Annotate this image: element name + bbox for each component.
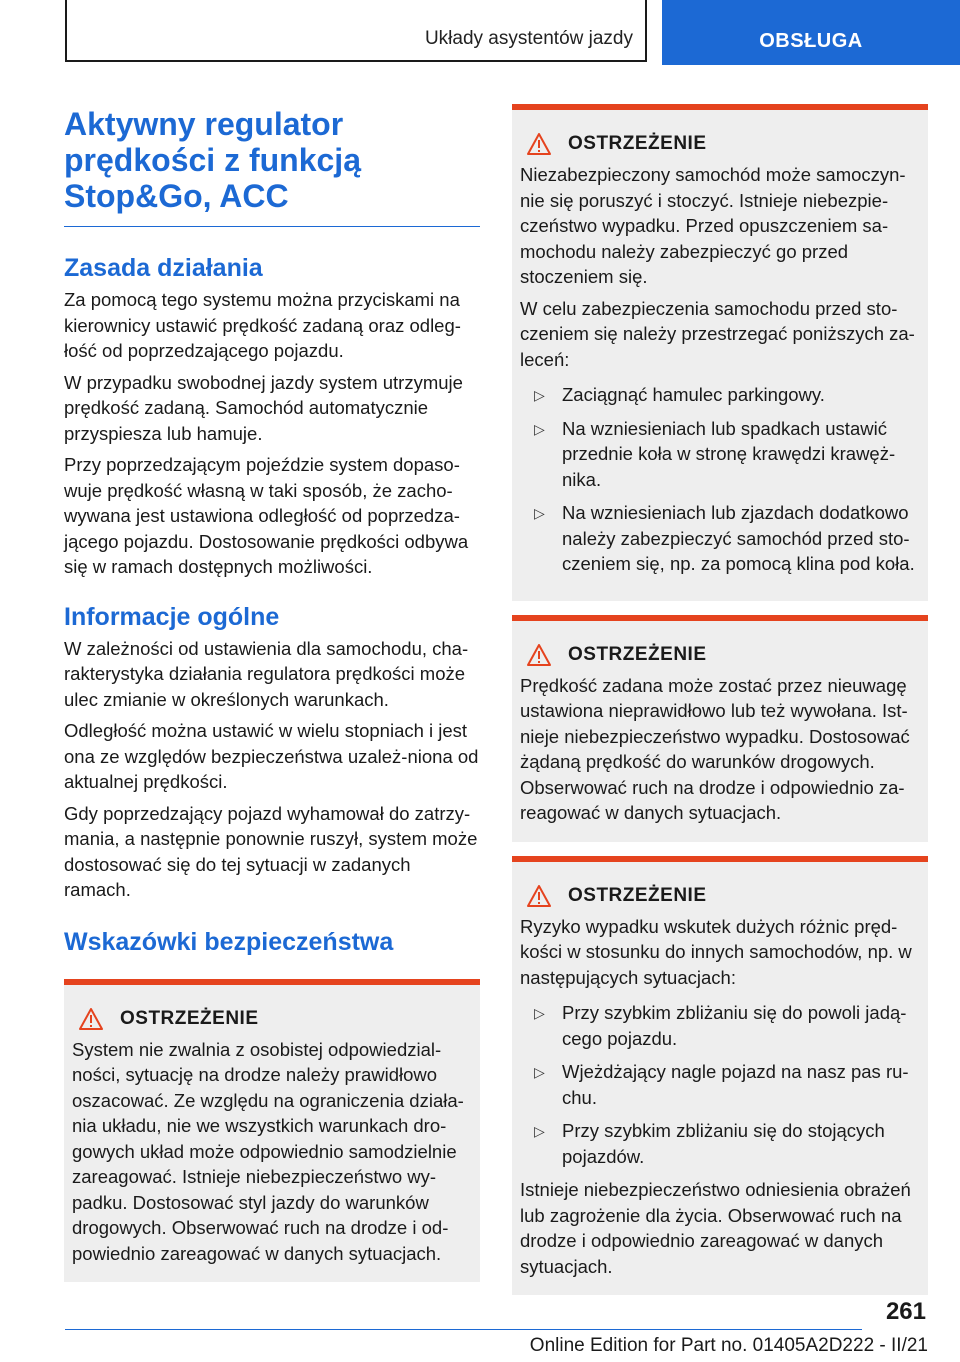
warning-text: Ryzyko wypadku wskutek dużych różnic pręd-kości w stosunku do innych samochodów, np. w następujących sytuacjach:	[520, 915, 912, 988]
paragraph: Za pomocą tego systemu można przyciskami na kierownicy ustawić prędkość zadaną oraz odleg-łość od poprzedzającego pojazdu.	[64, 289, 461, 361]
triangle-bullet-icon: ▷	[534, 387, 545, 403]
warning-text: Istnieje niebezpieczeństwo odniesienia obrażeń lub zagrożenie dla życia. Obserwować ruch na drodze i odpowiednio zareagować w danych sytuacjach.	[520, 1179, 911, 1277]
list-item	[520, 1000, 920, 1051]
heading-general-info: Informacje ogólne	[64, 602, 280, 631]
paragraph: Gdy poprzedzający pojazd wyhamował do zatrzy-mania, a następnie ponownie ruszył, system może dostosować się do tej sytuacji w zadanych ramach.	[64, 802, 478, 900]
warning-triangle-icon	[526, 643, 552, 667]
header-section-box	[65, 0, 647, 62]
warning-triangle-icon	[78, 1007, 104, 1031]
list-item-text: Na wzniesieniach lub zjazdach dodatkowo należy zabezpieczyć samochód przed sto-czeniem się, np. za pomocą klina pod koła.	[562, 502, 915, 574]
list-item	[520, 416, 920, 493]
warning-text: System nie zwalnia z osobistej odpowiedzial-ności, sytuację na drodze należy prawidłowo oszacować. Ze względu na ograniczenia działa-nia układu, nie we wszystkich warunkach dro-gowych układ może odpowiednio samodzielnie zareagować. Istnieje niebezpieczeństwo wy-padku. Dostosować styl jazdy do warunków drogowych. Obserwować ruch na drodze i od-powiednio zareagować w danych sytuacjach.	[72, 1038, 464, 1264]
warning-text: Niezabezpieczony samochód może samoczyn-nie się poruszyć i stoczyć. Istnieje niebezpie-czeństwo wypadku. Przed opuszczeniem sa-mochodu należy zabezpieczyć go przed stoczeniem się.	[520, 164, 906, 287]
triangle-bullet-icon: ▷	[534, 1123, 545, 1139]
warning-header	[526, 132, 920, 156]
bullet-list	[520, 382, 920, 577]
page-title	[64, 106, 480, 214]
warning-text: Prędkość zadana może zostać przez nieuwagę ustawiona nieprawidłowo lub też wywołana. Ist-nieje niebezpieczeństwo wypadku. Dostosować żądaną prędkość do warunków drogowych. Obserwować ruch na drodze i odpowiednio za-reagować w danych sytuacjach.	[520, 674, 910, 823]
heading-principle: Zasada działania	[64, 254, 263, 282]
left-column	[64, 106, 480, 1282]
list-item-text: Zaciągnąć hamulec parkingowy.	[562, 384, 825, 405]
footer-edition: Online Edition for Part no. 01405A2D222 - II/21	[529, 1335, 928, 1356]
warning-title: OSTRZEŻENIE	[568, 643, 707, 665]
bullet-list	[520, 1000, 920, 1169]
header-tab-obsluga[interactable]: OBSŁUGA	[662, 0, 960, 65]
list-item	[520, 500, 920, 577]
warning-box	[64, 979, 480, 1283]
list-item-text: Na wzniesieniach lub spadkach ustawić przednie koła w stronę krawędzi krawęż-nika.	[562, 417, 896, 490]
warning-triangle-icon	[526, 132, 552, 156]
heading-safety: Wskazówki bezpieczeństwa	[64, 927, 394, 956]
warning-header	[78, 1007, 472, 1031]
triangle-bullet-icon: ▷	[534, 505, 545, 521]
footer-divider	[65, 1329, 862, 1330]
warning-text: W celu zabezpieczenia samochodu przed sto-czeniem się należy przestrzegać poniższych za-leceń:	[520, 297, 915, 370]
list-item	[520, 382, 920, 408]
warning-box	[512, 856, 928, 1296]
list-item-text: Wjeżdżający nagle pojazd na nasz pas ru-chu.	[562, 1061, 909, 1108]
warning-header	[526, 884, 920, 908]
right-column	[512, 104, 928, 1295]
paragraph: W zależności od ustawienia dla samochodu, cha-rakterystyka działania regulatora prędkości może ulec zmianie w określonych warunkach.	[64, 637, 469, 710]
header-section-title: Układy asystentów jazdy	[424, 28, 633, 49]
page-title-line: Aktywny regulator	[64, 106, 344, 142]
page-title-line: Stop&Go, ACC	[64, 178, 289, 214]
triangle-bullet-icon: ▷	[534, 420, 545, 437]
list-item	[520, 1059, 920, 1110]
list-item	[520, 1118, 920, 1169]
warning-title: OSTRZEŻENIE	[568, 884, 707, 906]
paragraph: Przy poprzedzającym pojeździe system dopaso-wuje prędkość własną w taki sposób, że zacho-wywana jest ustawiona odległość od poprzedza-jącego pojazdu. Dostosowanie prędkości odbywa się w ramach dostępnych możliwości.	[64, 454, 469, 577]
paragraph: Odległość można ustawić w wielu stopniach i jest ona ze względów bezpieczeństwa uzależ-niona od aktualnej prędkości.	[64, 720, 479, 792]
triangle-bullet-icon: ▷	[534, 1005, 545, 1021]
list-item-text: Przy szybkim zbliżaniu się do powoli jadą-cego pojazdu.	[562, 1002, 907, 1049]
warning-header	[526, 643, 920, 667]
triangle-bullet-icon: ▷	[534, 1064, 545, 1080]
warning-triangle-icon	[526, 884, 552, 908]
page-number: 261	[885, 1298, 926, 1325]
title-divider	[64, 226, 480, 227]
paragraph: W przypadku swobodnej jazdy system utrzymuje prędkość zadaną. Samochód automatycznie przyspiesza lub hamuje.	[64, 371, 463, 444]
warning-title: OSTRZEŻENIE	[120, 1007, 259, 1029]
warning-title: OSTRZEŻENIE	[568, 133, 707, 154]
warning-box	[512, 104, 928, 601]
list-item-text: Przy szybkim zbliżaniu się do stojących pojazdów.	[562, 1120, 885, 1167]
page-title-line: prędkości z funkcją	[64, 142, 361, 178]
warning-box	[512, 615, 928, 842]
